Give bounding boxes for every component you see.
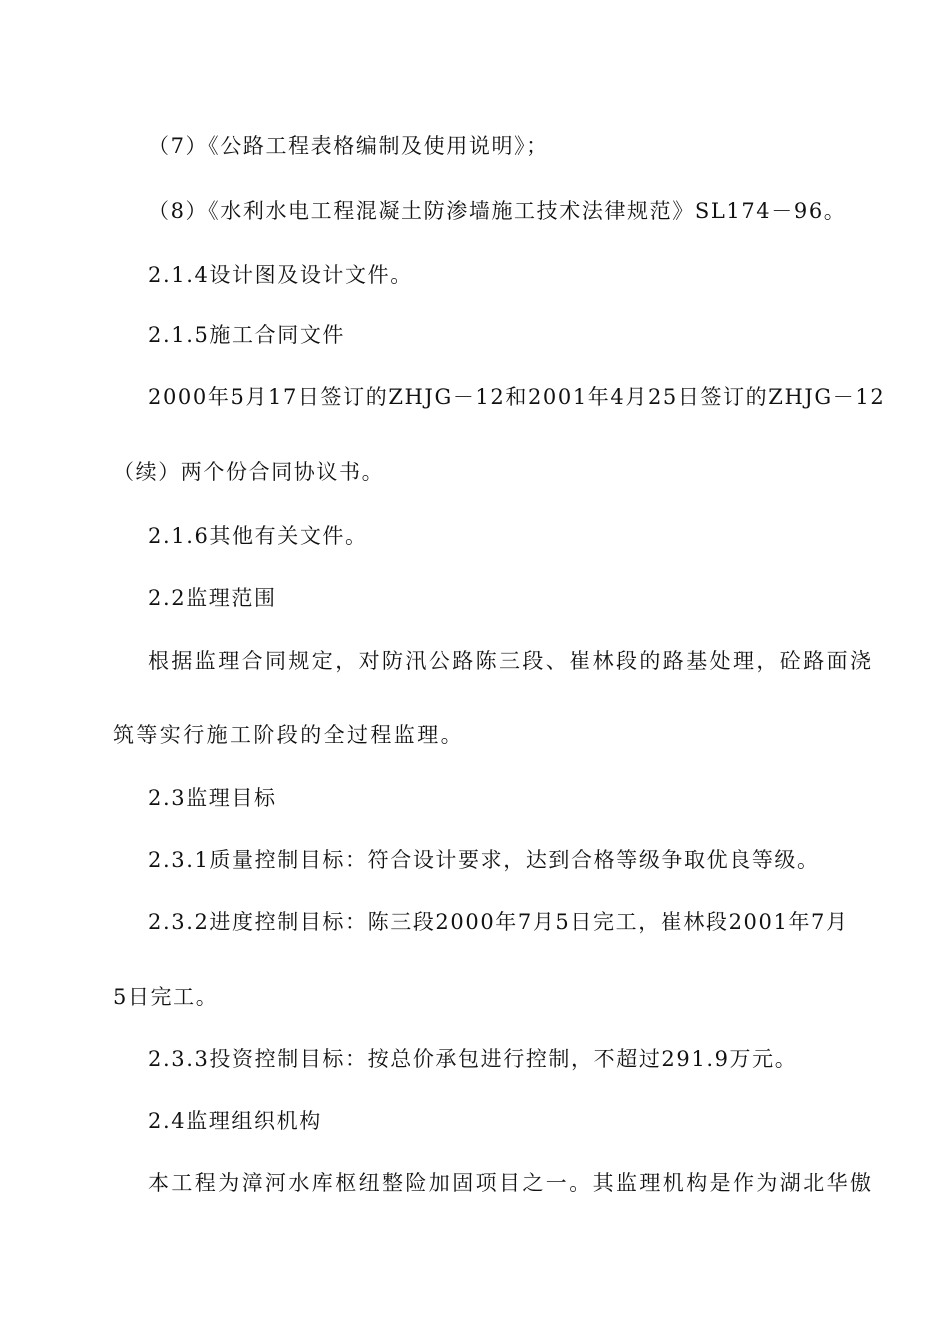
- section-2-3-3: 2.3.3投资控制目标：按总价承包进行控制，不超过291.9万元。: [148, 1047, 798, 1071]
- section-2-3-1: 2.3.1质量控制目标：符合设计要求，达到合格等级争取优良等级。: [148, 848, 820, 872]
- section-2-1-5: 2.1.5施工合同文件: [148, 323, 346, 347]
- ref-item-8: （8）《水利水电工程混凝土防渗墙施工技术法律规范》SL174－96。: [148, 199, 847, 223]
- scope-paragraph-line-1: 根据监理合同规定，对防汛公路陈三段、崔林段的路基处理，砼路面浇: [148, 649, 874, 673]
- contract-paragraph-line-2: （续）两个份合同协议书。: [113, 460, 385, 484]
- organization-paragraph-line-1: 本工程为漳河水库枢纽整险加固项目之一。其监理机构是作为湖北华傲: [148, 1171, 874, 1195]
- section-2-2-heading: 2.2监理范围: [148, 586, 277, 610]
- section-2-4-heading: 2.4监理组织机构: [148, 1109, 322, 1133]
- scope-paragraph-line-2: 筑等实行施工阶段的全过程监理。: [113, 723, 464, 747]
- section-2-3-2-line-1: 2.3.2进度控制目标：陈三段2000年7月5日完工，崔林段2001年7月: [148, 910, 849, 934]
- section-2-1-6: 2.1.6其他有关文件。: [148, 524, 368, 548]
- section-2-3-2-line-2: 5日完工。: [113, 985, 219, 1009]
- contract-paragraph-line-1: 2000年5月17日签订的ZHJG－12和2001年4月25日签订的ZHJG－12: [148, 385, 886, 409]
- ref-item-7: （7）《公路工程表格编制及使用说明》；: [148, 134, 549, 158]
- section-2-3-heading: 2.3监理目标: [148, 786, 277, 810]
- section-2-1-4: 2.1.4设计图及设计文件。: [148, 263, 413, 287]
